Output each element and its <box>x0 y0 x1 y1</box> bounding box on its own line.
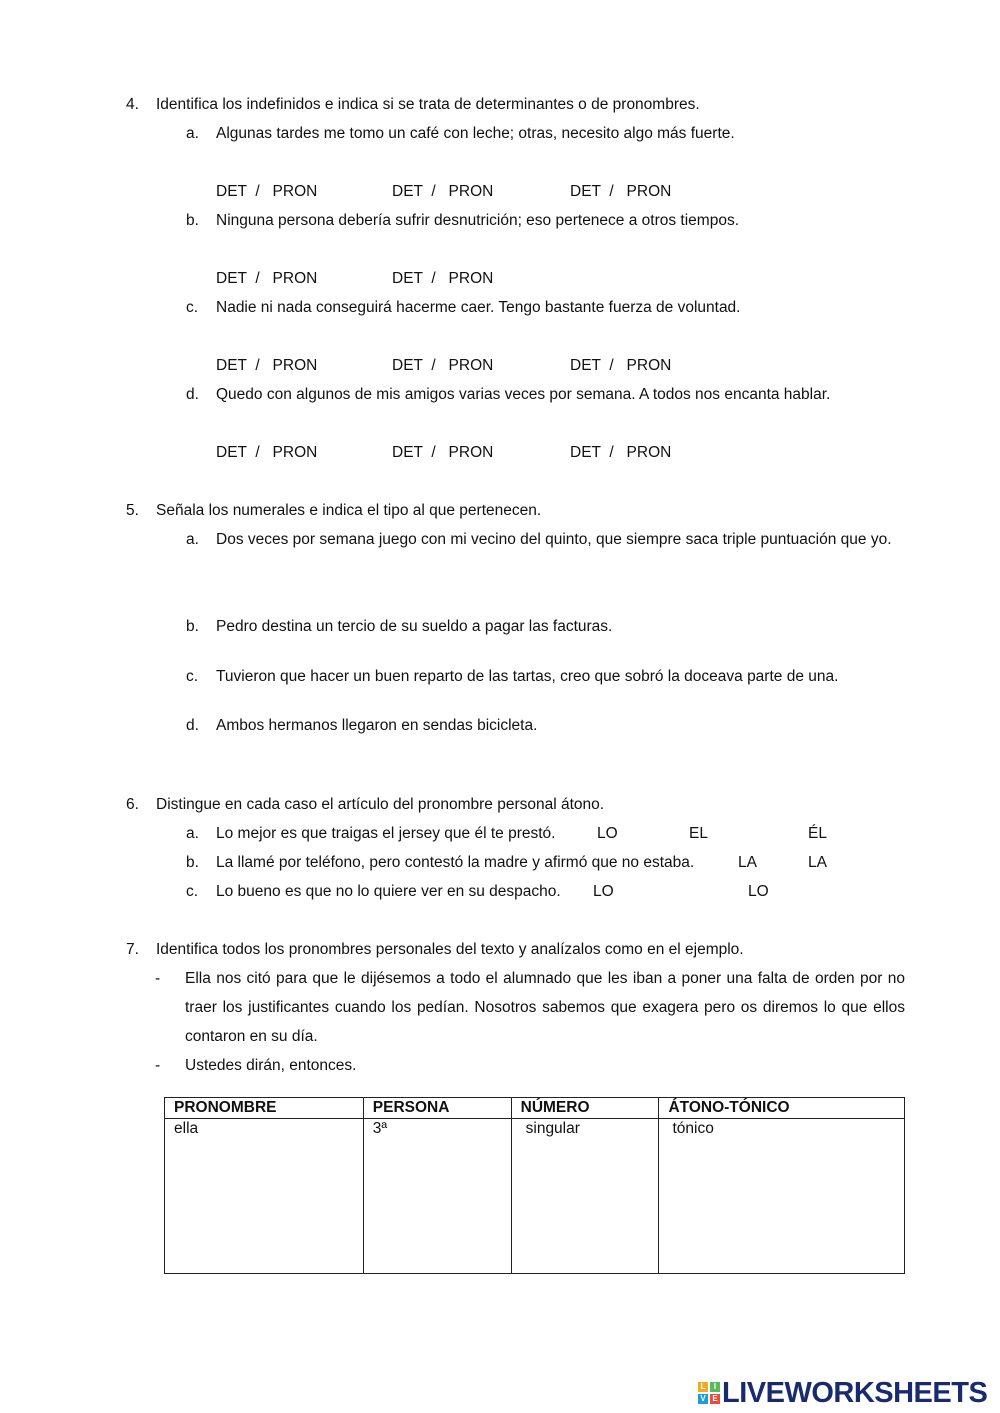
column-header-pronombre: PRONOMBRE <box>165 1098 364 1119</box>
question-number: 6. <box>126 796 139 813</box>
det-pron-option[interactable]: DET / PRON <box>570 444 672 461</box>
det-pron-option[interactable]: DET / PRON <box>392 444 494 461</box>
det-pron-option[interactable]: DET / PRON <box>216 270 318 287</box>
bullet-dash: - <box>155 1057 161 1074</box>
item-letter: c. <box>186 883 199 900</box>
item-text: Ambos hermanos llegaron en sendas bicicleta. <box>216 717 538 734</box>
question-number: 7. <box>126 941 139 958</box>
item-letter: d. <box>186 386 199 403</box>
det-pron-option[interactable]: DET / PRON <box>570 183 672 200</box>
item-text: Tuvieron que hacer un buen reparto de las tartas, creo que sobró la doceava parte de una. <box>216 668 839 685</box>
det-pron-option[interactable]: DET / PRON <box>216 183 318 200</box>
item-letter: d. <box>186 717 199 734</box>
item-text: Lo mejor es que traigas el jersey que él te prestó. <box>216 825 556 842</box>
column-header-numero: NÚMERO <box>511 1098 659 1119</box>
liveworksheets-logo-icon <box>698 1382 720 1404</box>
det-pron-option[interactable]: DET / PRON <box>216 357 318 374</box>
item-text: La llamé por teléfono, pero contestó la madre y afirmó que no estaba. <box>216 854 695 871</box>
item-text: Algunas tardes me tomo un café con leche; otras, necesito algo más fuerte. <box>216 125 735 142</box>
bullet-text: Ustedes dirán, entonces. <box>185 1057 357 1074</box>
table-cell[interactable]: singular <box>511 1119 659 1274</box>
item-letter: a. <box>186 825 199 842</box>
answer-option[interactable]: LO <box>593 883 614 900</box>
column-header-persona: PERSONA <box>363 1098 511 1119</box>
bullet-dash: - <box>155 970 161 987</box>
answer-option[interactable]: LA <box>808 854 827 871</box>
det-pron-option[interactable]: DET / PRON <box>570 357 672 374</box>
table-cell[interactable]: ella <box>165 1119 364 1274</box>
logo-letter: V <box>698 1394 708 1404</box>
item-letter: b. <box>186 618 199 635</box>
det-pron-option[interactable]: DET / PRON <box>392 357 494 374</box>
table-cell[interactable]: 3ª <box>363 1119 511 1274</box>
answer-option[interactable]: LA <box>738 854 757 871</box>
table-row <box>165 1119 905 1274</box>
item-text: Quedo con algunos de mis amigos varias veces por semana. A todos nos encanta hablar. <box>216 386 831 403</box>
det-pron-option[interactable]: DET / PRON <box>392 270 494 287</box>
answer-option[interactable]: LO <box>748 883 769 900</box>
item-text: Dos veces por semana juego con mi vecino del quinto, que siempre saca triple puntuación que yo. <box>216 531 892 548</box>
answer-option[interactable]: LO <box>597 825 618 842</box>
item-text: Pedro destina un tercio de su sueldo a pagar las facturas. <box>216 618 613 635</box>
column-header-atono-tonico: ÁTONO-TÓNICO <box>659 1098 905 1119</box>
logo-letter: E <box>710 1394 720 1404</box>
logo-text: LIVEWORKSHEETS <box>722 1376 988 1409</box>
item-text: Nadie ni nada conseguirá hacerme caer. Tengo bastante fuerza de voluntad. <box>216 299 741 316</box>
item-letter: b. <box>186 854 199 871</box>
item-letter: a. <box>186 125 199 142</box>
det-pron-option[interactable]: DET / PRON <box>216 444 318 461</box>
table-cell[interactable]: tónico <box>659 1119 905 1274</box>
item-text: Ninguna persona debería sufrir desnutrición; eso pertenece a otros tiempos. <box>216 212 739 229</box>
answer-option[interactable]: EL <box>689 825 708 842</box>
table-header-row <box>165 1098 905 1119</box>
item-letter: b. <box>186 212 199 229</box>
liveworksheets-logo <box>698 1378 987 1408</box>
question-number: 4. <box>126 96 139 113</box>
det-pron-option[interactable]: DET / PRON <box>392 183 494 200</box>
question-prompt: Identifica los indefinidos e indica si se trata de determinantes o de pronombres. <box>156 96 700 113</box>
logo-letter: L <box>698 1382 708 1392</box>
item-letter: c. <box>186 299 199 316</box>
question-prompt: Distingue en cada caso el artículo del pronombre personal átono. <box>156 796 605 813</box>
logo-letter: I <box>710 1382 720 1392</box>
question-prompt: Señala los numerales e indica el tipo al que pertenecen. <box>156 502 542 519</box>
question-prompt: Identifica todos los pronombres personales del texto y analízalos como en el ejemplo. <box>156 941 744 958</box>
item-letter: c. <box>186 668 199 685</box>
item-letter: a. <box>186 531 199 548</box>
pronoun-analysis-table <box>164 1097 905 1274</box>
question-number: 5. <box>126 502 139 519</box>
item-text: Lo bueno es que no lo quiere ver en su despacho. <box>216 883 561 900</box>
answer-option[interactable]: ÉL <box>808 825 827 842</box>
bullet-text: Ella nos citó para que le dijésemos a todo el alumnado que les iban a poner una falta de orden por no traer los justificantes cuando los pedían. Nosotros sabemos que exagera pero os diremos lo que ellos contaron en su día. <box>185 970 905 1045</box>
